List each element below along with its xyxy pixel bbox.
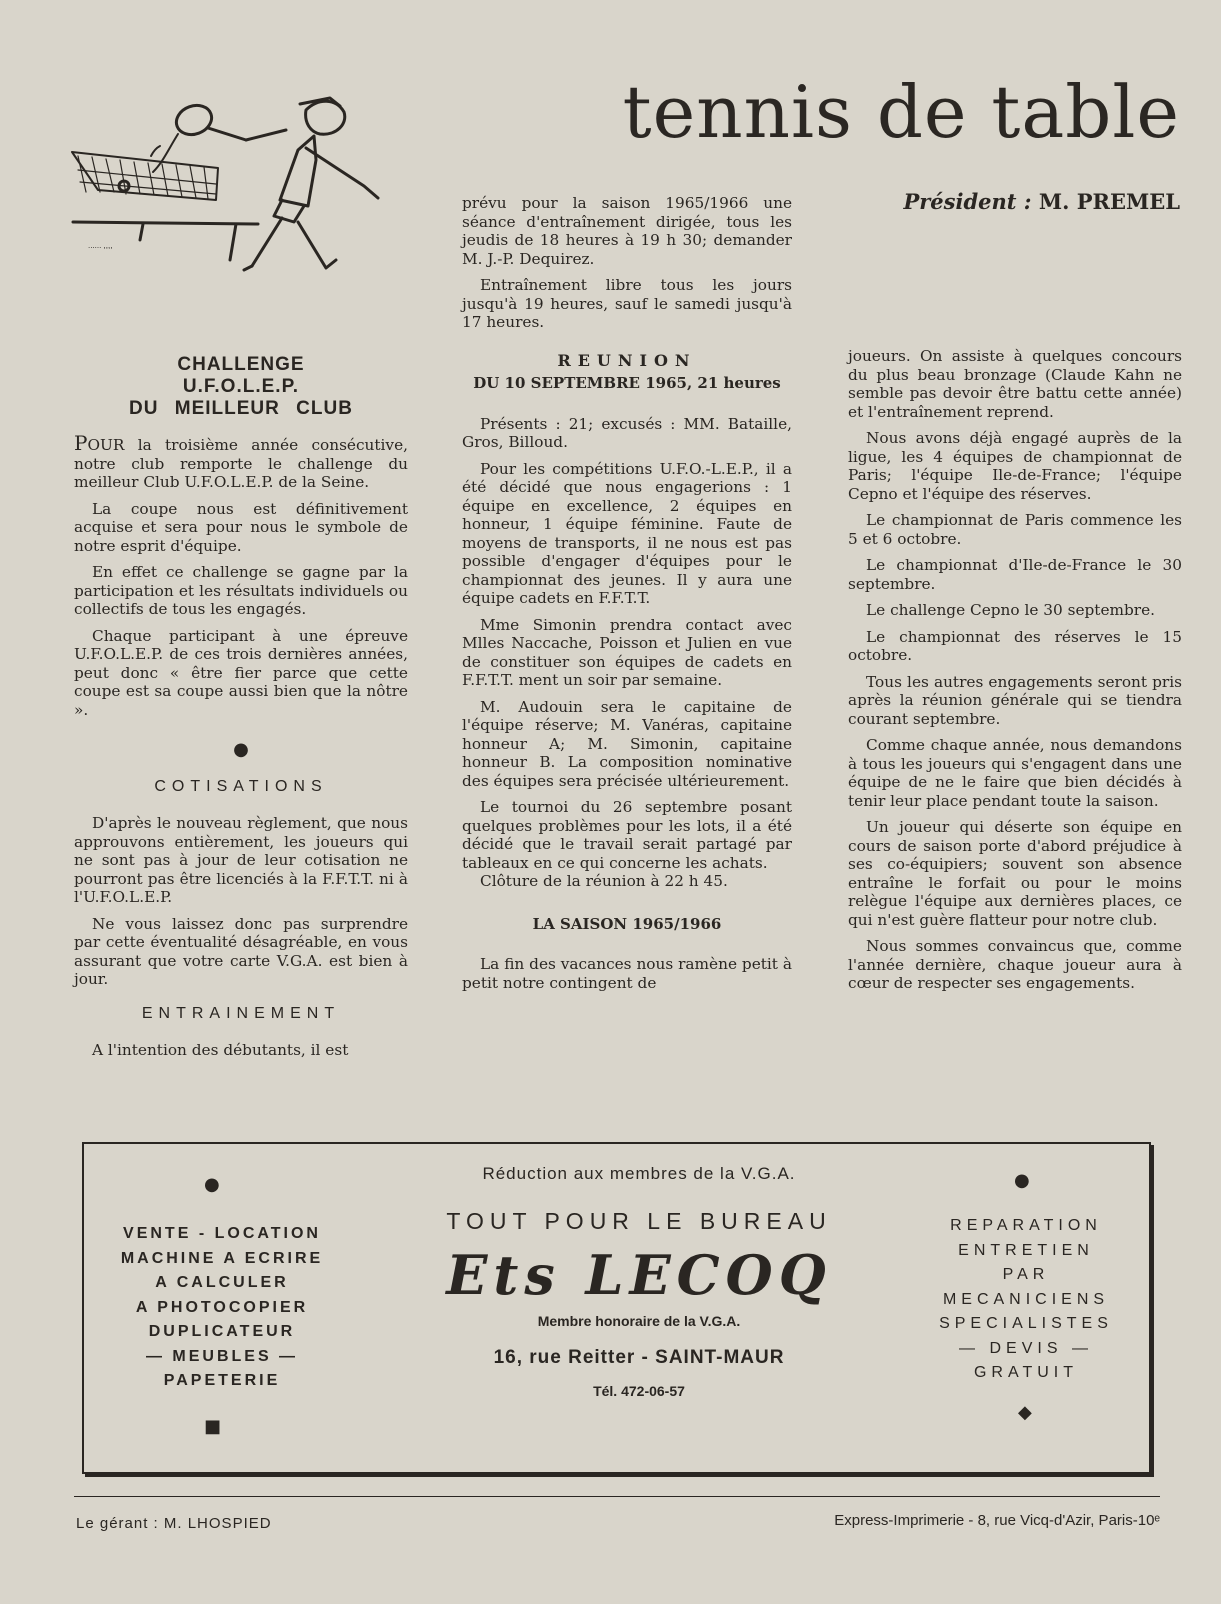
paragraph: Un joueur qui déserte son équipe en cours de saison porte d'abord préjudice à ses co-équipiers; souvent son absence entraîne le forfait ou pour le moins relègue l'équipe aux dernières places, ce qui n'est guère flatteur pour notre club. xyxy=(848,818,1182,929)
paragraph: M. Audouin sera le capitaine de l'équipe réserve; M. Vanéras, capitaine honneur A; M. Simonin, capitaine honneur B. La composition nominative des équipes sera précisée ultérieurement. xyxy=(462,697,792,790)
paragraph: Mme Simonin prendra contact avec Mlles Naccache, Poisson et Julien en vue de constituer son équipes de cadets en F.F.T.T. ment un soir par semaine. xyxy=(462,615,792,689)
paragraph: A l'intention des débutants, il est xyxy=(92,1041,349,1059)
paragraph: Nous avons déjà engagé auprès de la ligue, les 4 équipes de championnat de Paris; l'équipe Ile-de-France; l'équipe Cepno et l'équipe des réserves. xyxy=(848,429,1182,503)
square-bullet-icon: ■ xyxy=(204,1416,222,1437)
footer-printer: Express-Imprimerie - 8, rue Vicq-d'Azir, Paris-10ᵉ xyxy=(834,1512,1160,1529)
ad-services-list xyxy=(112,1222,332,1394)
table-tennis-player-illustration xyxy=(68,90,408,290)
entrainement-heading: ENTRAINEMENT xyxy=(141,1004,341,1022)
paragraph: Le tournoi du 26 septembre posant quelques problèmes pour les lots, il a été décidé que le travail serait partagé par tableaux en ce qui concerne les achats. xyxy=(462,798,792,872)
challenge-heading-line2: U.F.O.L.E.P. xyxy=(182,376,300,397)
ad-line: MACHINE A ECRIRE xyxy=(120,1249,324,1267)
president-name: M. PREMEL xyxy=(1038,189,1180,214)
paragraph: Clôture de la réunion à 22 h 45. xyxy=(480,872,728,890)
paragraph: Ne vous laissez donc pas surprendre par cette éventualité désagréable, en vous assurant que votre carte V.G.A. est bien à jour. xyxy=(74,914,408,988)
paragraph: En effet ce challenge se gagne par la participation et les résultats individuels ou collectifs de tous les engagés. xyxy=(74,563,408,618)
ad-line: MECANICIENS xyxy=(942,1290,1110,1308)
challenge-heading xyxy=(74,354,408,420)
paragraph xyxy=(74,431,408,492)
footer-divider xyxy=(74,1496,1160,1497)
reunion-heading: REUNION xyxy=(557,350,697,370)
ad-telephone: Tél. 472-06-57 xyxy=(593,1383,685,1399)
ad-line: SPECIALISTES xyxy=(939,1315,1113,1332)
paragraph: Chaque participant à une épreuve U.F.O.L.E.P. de ces trois dernières années, peut donc « être fier parce que cette coupe est sa coupe aussi bien que la nôtre ». xyxy=(74,626,408,719)
column-middle xyxy=(462,194,792,1000)
paragraph: Le championnat d'Ile-de-France le 30 septembre. xyxy=(848,556,1182,593)
ad-line: GRATUIT xyxy=(973,1364,1079,1381)
footer-manager: Le gérant : M. LHOSPIED xyxy=(76,1515,272,1532)
saison-heading: LA SAISON 1965/1966 xyxy=(532,914,722,933)
ad-line: REPARATION xyxy=(950,1217,1102,1234)
bullet-dot-icon: ● xyxy=(204,1174,220,1195)
column-right xyxy=(848,347,1182,1001)
reunion-subheading: DU 10 SEPTEMBRE 1965, 21 heures xyxy=(473,374,781,392)
paragraph-text: OUR la troisième année consécutive, notre club remporte le challenge du meilleur Club U.F.O.L.E.P. de la Seine. xyxy=(74,436,408,491)
paragraph: La coupe nous est définitivement acquise et sera pour nous le symbole de notre esprit d'équipe. xyxy=(74,499,408,555)
ad-address: 16, rue Reitter - SAINT-MAUR xyxy=(493,1347,785,1368)
ad-line: PAR xyxy=(1002,1266,1050,1283)
ad-line: — MEUBLES — xyxy=(145,1347,299,1365)
ad-membre: Membre honoraire de la V.G.A. xyxy=(537,1313,741,1329)
page-title: tennis de table xyxy=(622,70,1180,154)
cotisations-heading: COTISATIONS xyxy=(154,777,328,795)
paragraph: Entraînement libre tous les jours jusqu'à 19 heures, sauf le samedi jusqu'à 17 heures. xyxy=(462,276,792,331)
ad-line: PAPETERIE xyxy=(163,1372,281,1389)
bullet-dot-icon: ● xyxy=(1014,1170,1030,1191)
lecoq-advertisement xyxy=(82,1142,1151,1474)
ad-line: ENTRETIEN xyxy=(958,1241,1094,1259)
svg-text:...... ,,,,: ...... ,,,, xyxy=(88,241,113,250)
president-label: Président : xyxy=(903,189,1032,214)
challenge-heading-line1: CHALLENGE xyxy=(177,354,305,375)
dropcap: P xyxy=(74,431,88,455)
president-line xyxy=(820,189,1180,214)
ad-center xyxy=(354,1164,924,1399)
paragraph: Comme chaque année, nous demandons à tous les joueurs qui s'engagent dans une équipe de ne le faire que bien décidés à tenir leur place pendant toute la saison. xyxy=(848,736,1182,810)
paragraph: Le championnat de Paris commence les 5 et 6 octobre. xyxy=(848,511,1182,548)
paragraph: La fin des vacances nous ramène petit à petit notre contingent de xyxy=(462,955,792,992)
ad-line: A PHOTOCOPIER xyxy=(135,1298,309,1316)
ad-reduction: Réduction aux membres de la V.G.A. xyxy=(482,1164,796,1183)
bullet-separator: ● xyxy=(233,739,249,760)
ad-line: DUPLICATEUR xyxy=(148,1323,296,1340)
ad-repair-list xyxy=(926,1214,1126,1386)
paragraph: Présents : 21; excusés : MM. Bataille, Gros, Billoud. xyxy=(462,414,792,451)
paragraph: Le challenge Cepno le 30 septembre. xyxy=(866,601,1156,619)
challenge-heading-line3: DU MEILLEUR CLUB xyxy=(129,398,353,419)
paragraph: Tous les autres engagements seront pris après la réunion générale qui se tiendra courant septembre. xyxy=(848,672,1182,728)
ad-company-name: Ets LECOQ xyxy=(446,1243,832,1307)
column-left xyxy=(74,350,408,1068)
diamond-bullet-icon: ◆ xyxy=(1018,1402,1032,1423)
ad-line: — DEVIS — xyxy=(959,1339,1093,1357)
ad-line: A CALCULER xyxy=(155,1274,289,1291)
paragraph: joueurs. On assiste à quelques concours du plus beau bronzage (Claude Kahn ne semble pas devoir être battu cette année) et l'entraînement reprend. xyxy=(848,347,1182,421)
paragraph: Pour les compétitions U.F.O.-L.E.P., il a été décidé que nous engagerions : 1 équipe en excellence, 2 équipes en honneur, 1 équipe féminine. Faute de moyens de transports, il ne nous est pas possible d'engager d'équipes pour le championnat des jeunes. Il y aura une équipe cadets en F.F.T.T. xyxy=(462,459,792,607)
paragraph: prévu pour la saison 1965/1966 une séance d'entraînement dirigée, tous les jeudis de 18 heures à 19 h 30; demander M. J.-P. Dequirez. xyxy=(462,194,792,268)
ad-tagline: TOUT POUR LE BUREAU xyxy=(446,1208,832,1234)
ad-line: VENTE - LOCATION xyxy=(123,1225,321,1242)
paragraph: Nous sommes convaincus que, comme l'année dernière, chaque joueur aura à cœur de respecter ses engagements. xyxy=(848,937,1182,992)
paragraph: D'après le nouveau règlement, que nous approuvons entièrement, les joueurs qui ne sont pas à jour de leur cotisation ne pourront pas être licenciés à la F.F.T.T. ni à l'U.F.O.L.E.P. xyxy=(74,814,408,906)
paragraph: Le championnat des réserves le 15 octobre. xyxy=(848,627,1182,664)
